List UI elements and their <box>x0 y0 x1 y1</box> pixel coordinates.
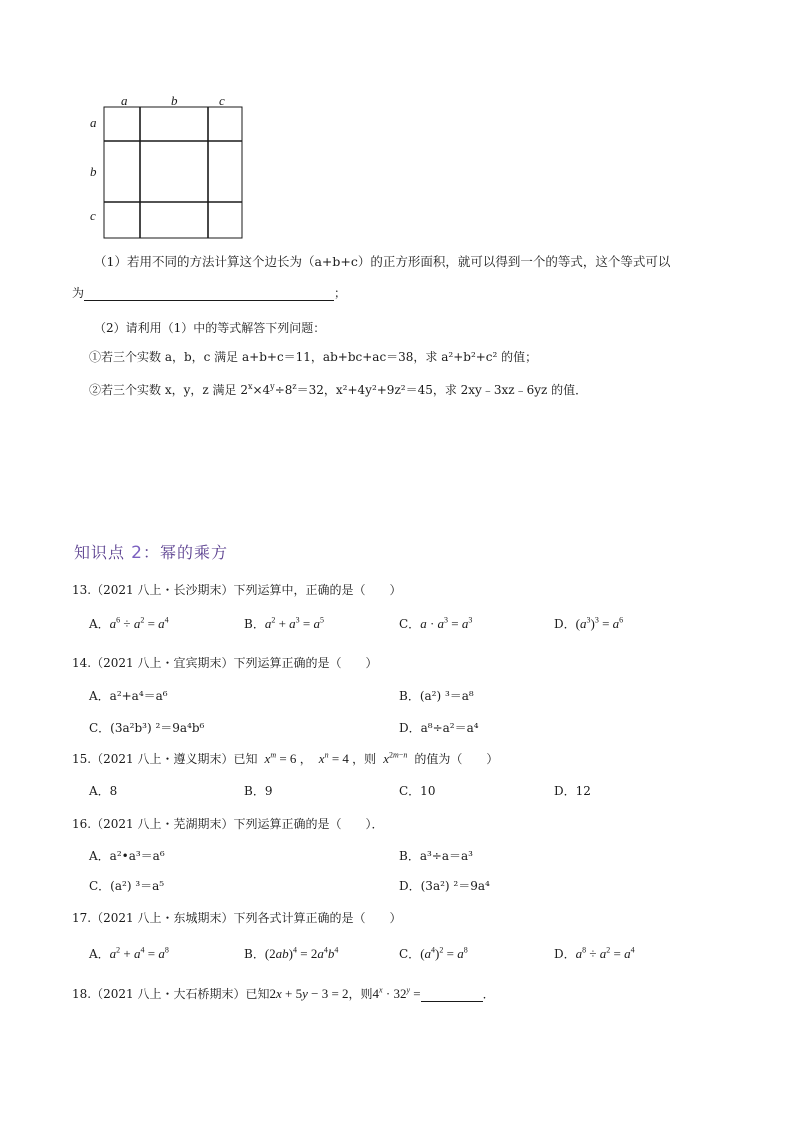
q13-d-expr: $(a^3)^3 = a^6$ <box>575 615 624 631</box>
q17-c-label: C． <box>399 947 421 961</box>
q17-option-b[interactable] <box>244 945 338 962</box>
q14-option-b[interactable]: B．(a²) ³＝a⁸ <box>399 689 474 703</box>
q13-a-label: A． <box>89 617 110 631</box>
q18-stem-prefix: 18.（2021 八上・大石桥期末）已知 <box>72 987 270 1001</box>
grid-side-label-a: a <box>90 115 97 130</box>
q17-b-expr: $(2ab)^4 = 2a^4b^4$ <box>264 945 339 961</box>
q13-option-b[interactable] <box>244 615 324 632</box>
p12-sub2-text-d: ＝32，x²+4y²+9z²＝45，求 2xy﹣3xz﹣6yz 的值． <box>296 383 588 397</box>
grid-side-label-b: b <box>90 164 97 179</box>
q14-stem: 14.（2021 八上・宜宾期末）下列运算正确的是（ ） <box>72 656 378 670</box>
q17-a-expr: $a^2 + a^4 = a^8$ <box>109 945 169 961</box>
q18-stem <box>72 985 495 1002</box>
p12-sub2-text-c: ÷8 <box>274 383 293 397</box>
section-suffix: ：幂的乘方 <box>142 543 228 562</box>
q15-stem-suffix: 的值为（ ） <box>414 752 499 766</box>
p12-part1-line1: （1）若用不同的方法计算这个边长为（a+b+c）的正方形面积，就可以得到一个的等式，这个等式可以 <box>94 254 671 269</box>
q17-a-label: A． <box>89 947 110 961</box>
p12-sub2-text-b: ×4 <box>252 383 271 397</box>
q16-option-d[interactable]: D．(3a²) ²＝9a⁴ <box>399 879 490 893</box>
q15-stem-mid2: ，则 <box>352 752 377 766</box>
q18-stem-mid: ，则 <box>348 987 373 1001</box>
q13-c-label: C． <box>399 617 421 631</box>
q13-option-d[interactable] <box>554 615 623 632</box>
q17-c-expr: $(a^4)^2 = a^8$ <box>420 945 468 961</box>
q15-stem-prefix: 15.（2021 八上・遵义期末）已知 <box>72 752 258 766</box>
q13-c-expr: $a \cdot a^3 = a^3$ <box>420 615 473 631</box>
q16-option-b[interactable]: B．a³÷a＝a³ <box>399 849 473 863</box>
q18-stem-suffix: ． <box>482 987 495 1001</box>
q17-stem: 17.（2021 八上・东城期末）下列各式计算正确的是（ ） <box>72 911 402 925</box>
q13-a-expr: $a^6 \div a^2 = a^4$ <box>109 615 169 631</box>
p12-sub2-exp-x: x <box>247 382 253 391</box>
q18-condition: 2x + 5y − 3 = 2 <box>269 986 349 1001</box>
q13-option-c[interactable] <box>399 615 472 632</box>
p12-part1-line2 <box>72 284 346 301</box>
p12-part2-intro: （2）请利用（1）中的等式解答下列问题： <box>94 321 326 335</box>
q16-stem: 16.（2021 八上・芜湖期末）下列运算正确的是（ ）． <box>72 817 384 831</box>
q15-option-d[interactable]: D．12 <box>554 784 591 798</box>
q15-option-c[interactable]: C．10 <box>399 784 436 798</box>
q17-d-expr: $a^8 \div a^2 = a^4$ <box>575 945 635 961</box>
p12-sub2 <box>89 381 587 398</box>
q16-option-c[interactable]: C．(a²) ³＝a⁵ <box>89 879 165 893</box>
q13-b-label: B． <box>244 617 265 631</box>
q15-stem <box>72 750 498 767</box>
p12-part1-suffix: ； <box>334 286 347 300</box>
grid-side-label-c: c <box>90 208 96 223</box>
q17-option-d[interactable] <box>554 945 635 962</box>
section-number: 2 <box>131 543 143 563</box>
q15-target: $x^{2m-n}$ <box>383 750 408 766</box>
p12-part1-prefix: 为 <box>72 286 85 300</box>
q14-option-c[interactable]: C．(3a²b³) ²＝9a⁴b⁶ <box>89 721 205 735</box>
section-title <box>74 540 228 563</box>
q13-d-label: D． <box>554 617 576 631</box>
square-grid-figure <box>100 104 246 242</box>
q13-option-a[interactable] <box>89 615 169 632</box>
q18-expression: $4^x \cdot 32^y$ = <box>372 985 421 1001</box>
grid-top-label-b: b <box>171 93 178 108</box>
q15-cond1: $x^m = 6$ <box>264 750 300 766</box>
answer-blank[interactable] <box>84 286 334 301</box>
q17-option-c[interactable] <box>399 945 468 962</box>
grid-top-label-a: a <box>121 93 128 108</box>
q17-b-label: B． <box>244 947 265 961</box>
q15-cond2: $x^n = 4$ <box>318 750 353 766</box>
q13-b-expr: $a^2 + a^3 = a^5$ <box>264 615 325 631</box>
q18-answer-blank[interactable] <box>421 988 483 1002</box>
section-prefix: 知识点 <box>74 543 126 562</box>
q14-option-a[interactable]: A．a²+a⁴＝a⁶ <box>89 689 168 703</box>
q16-option-a[interactable]: A．a²•a³＝a⁶ <box>89 849 165 863</box>
p12-sub2-exp-y: y <box>270 382 275 391</box>
q13-stem: 13.（2021 八上・长沙期末）下列运算中，正确的是（ ） <box>72 583 402 597</box>
q15-option-a[interactable]: A．8 <box>89 784 118 798</box>
q17-option-a[interactable] <box>89 945 169 962</box>
q17-d-label: D． <box>554 947 576 961</box>
p12-sub2-text-a: ②若三个实数 x，y，z 满足 2 <box>89 383 248 397</box>
p12-sub2-exp-z: z <box>292 382 297 391</box>
grid-top-label-c: c <box>219 93 225 108</box>
q15-option-b[interactable]: B．9 <box>244 784 273 798</box>
q14-option-d[interactable]: D．a⁸÷a²＝a⁴ <box>399 721 479 735</box>
p12-sub1: ①若三个实数 a，b，c 满足 a+b+c＝11，ab+bc+ac＝38，求 a²+b²+c² 的值； <box>89 350 538 364</box>
q15-stem-mid: ， <box>299 752 312 766</box>
